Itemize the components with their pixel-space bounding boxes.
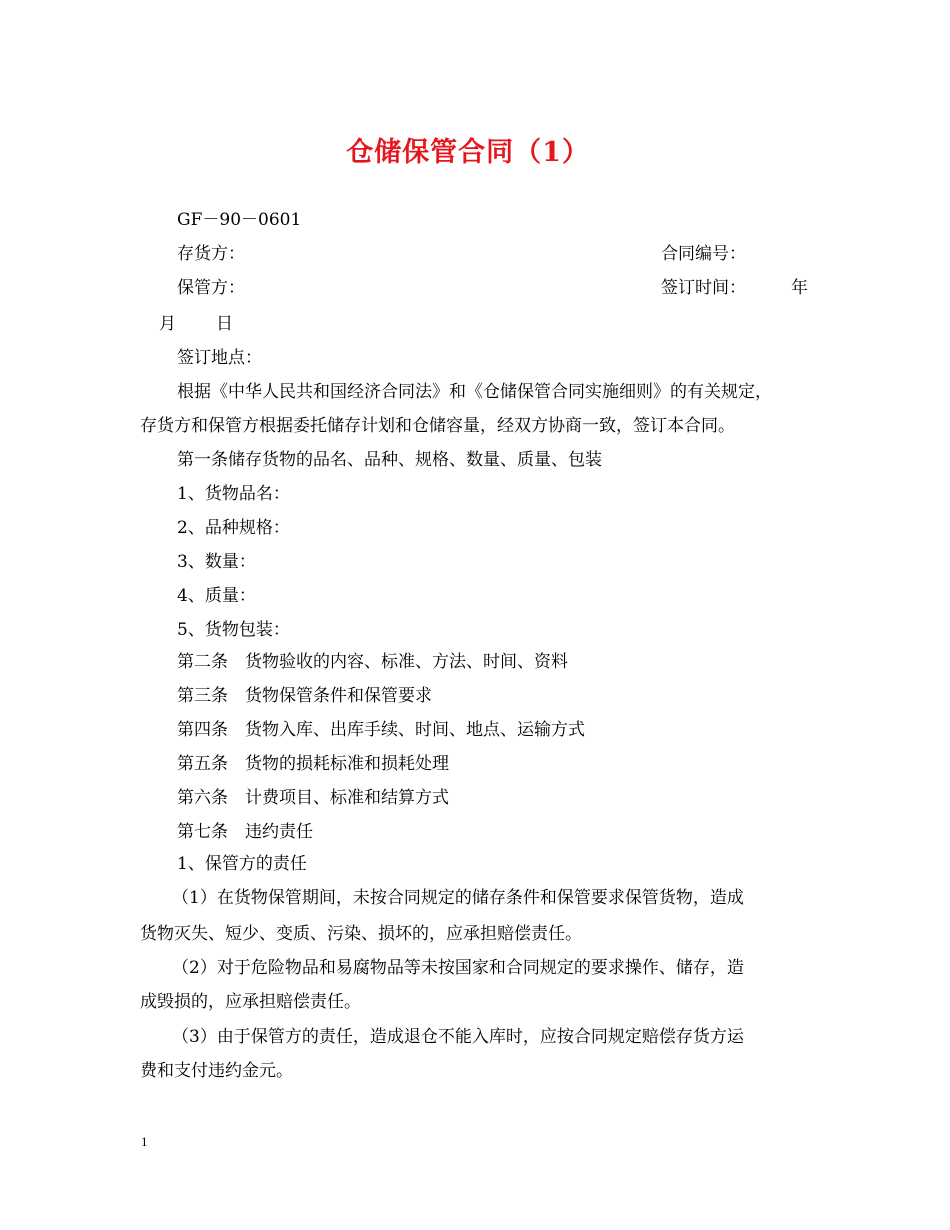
clause-2-line-1: （2）对于危险物品和易腐物品等未按国家和合同规定的要求操作、储存，造 [172,958,744,978]
clause-1-line-1: （1）在货物保管期间，未按合同规定的储存条件和保管要求保管货物，造成 [172,888,744,908]
article-1-item: 3、数量： [177,552,256,572]
article-2-heading: 第二条 货物验收的内容、标准、方法、时间、资料 [177,652,568,672]
article-1-heading: 第一条储存货物的品名、品种、规格、数量、质量、包装 [177,450,602,470]
article-6-heading: 第六条 计费项目、标准和结算方式 [177,788,449,808]
sign-time-label: 签订时间： [661,278,746,298]
article-4-heading: 第四条 货物入库、出库手续、时间、地点、运输方式 [177,720,585,740]
contract-no-label: 合同编号： [661,244,746,264]
article-1-item: 1、货物品名： [177,484,290,504]
clause-3-line-2: 费和支付违约金元。 [140,1061,293,1081]
contract-code: GF－90－0601 [177,210,302,230]
intro-line-2: 存货方和保管方根据委托储存计划和仓储容量，经双方协商一致，签订本合同。 [140,416,735,436]
page-number: 1 [141,1134,148,1149]
clause-3-line-1: （3）由于保管方的责任，造成退仓不能入库时，应按合同规定赔偿存货方运 [172,1027,744,1047]
article-7-heading: 第七条 违约责任 [177,822,313,842]
article-1-item: 2、品种规格： [177,518,290,538]
depositor-label: 存货方： [177,244,245,264]
day-label: 日 [216,314,233,334]
article-3-heading: 第三条 货物保管条件和保管要求 [177,686,432,706]
clause-1-line-2: 货物灭失、短少、变质、污染、损坏的，应承担赔偿责任。 [140,924,582,944]
article-1-item: 5、货物包装： [177,620,290,640]
intro-line-1: 根据《中华人民共和国经济合同法》和《仓储保管合同实施细则》的有关规定， [177,382,772,402]
article-5-heading: 第五条 货物的损耗标准和损耗处理 [177,754,449,774]
month-label: 月 [159,314,176,334]
custodian-responsibility-heading: 1、保管方的责任 [177,854,307,874]
page-title: 仓储保管合同（1） [346,137,590,168]
article-1-item: 4、质量： [177,586,256,606]
custodian-label: 保管方： [177,278,245,298]
clause-2-line-2: 成毁损的，应承担赔偿责任。 [140,992,361,1012]
year-label: 年 [791,278,808,298]
sign-place-label: 签订地点： [177,348,262,368]
